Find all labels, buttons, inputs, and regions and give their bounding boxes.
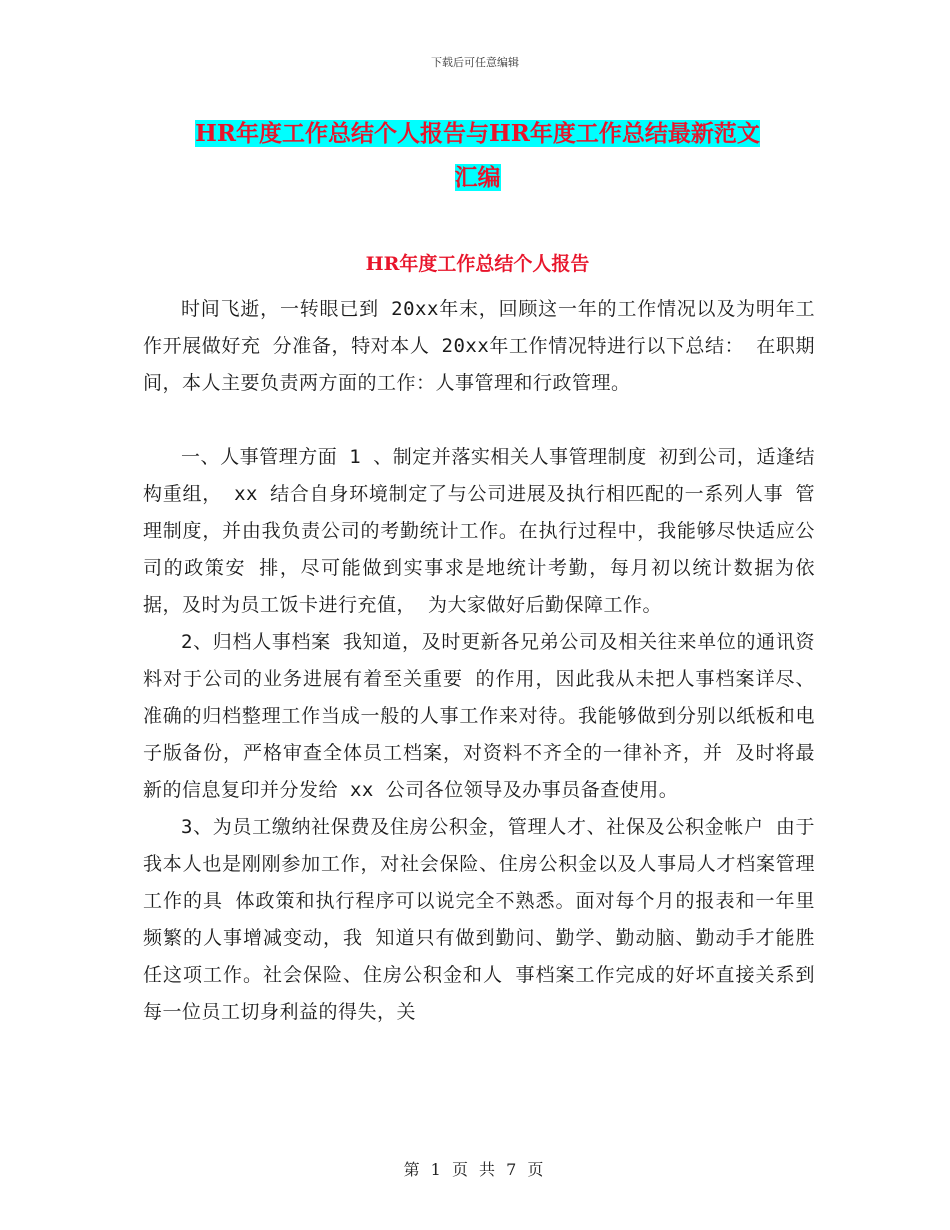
page-footer-number: 第 1 页 共 7 页: [403, 1160, 547, 1179]
page-header-note: 下载后可任意编辑: [431, 56, 519, 69]
paragraph-personnel-1: 一、人事管理方面 1 、制定并落实相关人事管理制度 初到公司，适逢结构重组， xx 结合自身环境制定了与公司进展及执行相匹配的一系列人事 管理制度，并由我负责公司的考勤统计工作。在执行过程中，我能够尽快适应公司的政策安 排，尽可能做到实事求是地统计考勤，每月初以统计数据为依据，及时为员工饭卡进行充值， 为大家做好后勤保障工作。: [143, 446, 815, 616]
paragraph-intro: 时间飞逝，一转眼已到 20xx年末，回顾这一年的工作情况以及为明年工作开展做好充 分准备，特对本人 20xx年工作情况特进行以下总结： 在职期间，本人主要负责两方面的工作：人事管理和行政管理。: [143, 298, 815, 394]
document-title: [145, 112, 810, 200]
paragraph-personnel-2: 2、归档人事档案 我知道，及时更新各兄弟公司及相关往来单位的通讯资料对于公司的业务进展有着至关重要 的作用，因此我从未把人事档案详尽、准确的归档整理工作当成一般的人事工作来对待。我能够做到分别以纸板和电子版备份，严格审查全体员工档案，对资料不齐全的一律补齐，并 及时将最新的信息复印并分发给 xx 公司各位领导及办事员备查使用。: [143, 631, 815, 801]
paragraph-personnel-3: 3、为员工缴纳社保费及住房公积金，管理人才、社保及公积金帐户 由于我本人也是刚刚参加工作，对社会保险、住房公积金以及人事局人才档案管理工作的具 体政策和执行程序可以说完全不熟悉。面对每个月的报表和一年里频繁的人事增减变动，我 知道只有做到勤问、勤学、勤动脑、勤动手才能胜任这项工作。社会保险、住房公积金和人 事档案工作完成的好坏直接关系到每一位员工切身利益的得失，关: [143, 816, 815, 1023]
section-title: HR年度工作总结个人报告: [365, 253, 590, 275]
document-title-line-1: HR年度工作总结个人报告与HR年度工作总结最新范文: [195, 120, 760, 147]
body-text: [143, 291, 815, 1031]
document-title-line-2: 汇编: [454, 164, 501, 191]
